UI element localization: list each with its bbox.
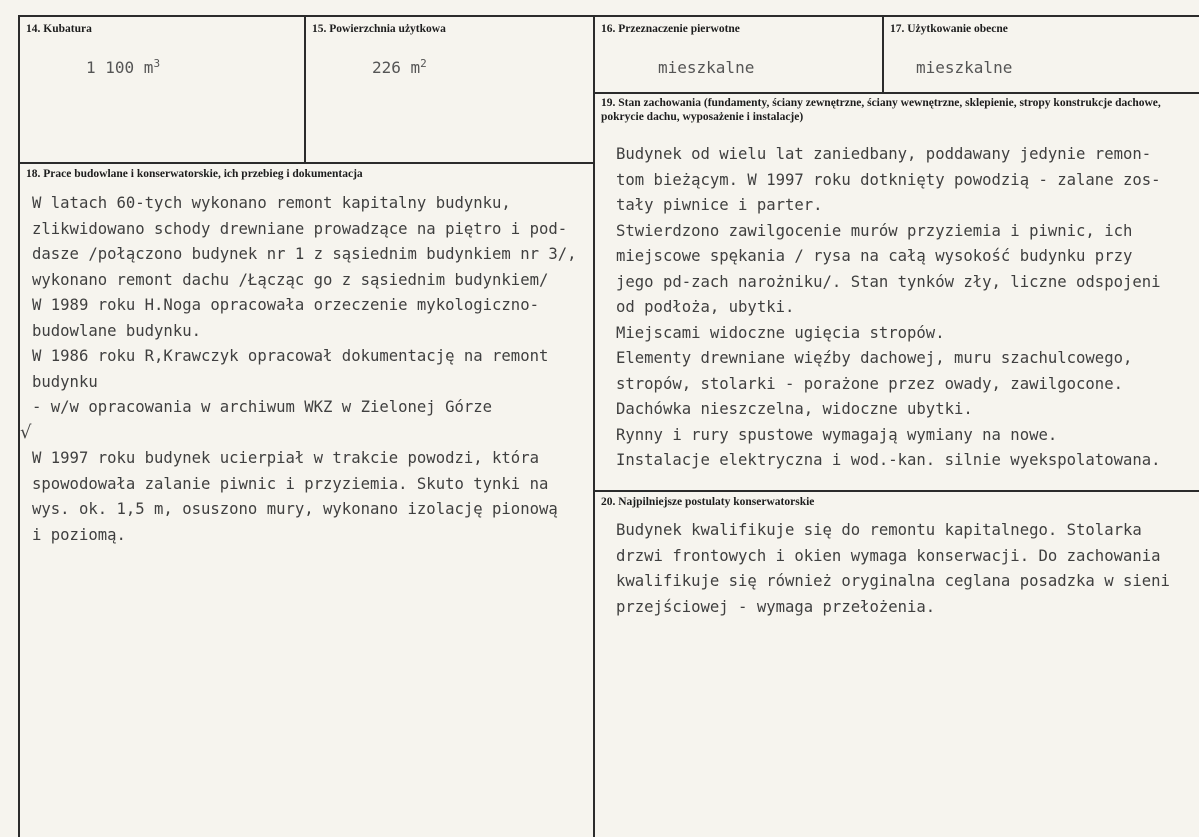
text-line: od podłoża, ubytki. [616,298,795,316]
text-line: jego pd-zach narożniku/. Stan tynków zły, liczne odspojeni [616,272,1161,291]
postulaty-label: 20. Najpilniejsze postulaty konserwatorskie [601,496,815,508]
check-mark-icon: √ [20,422,32,443]
kubatura-number: 1 100 m [86,58,154,77]
text-line: Stwierdzono zawilgocenie murów przyziemia i piwnic, ich [616,221,1133,240]
text-line: i poziomą. [32,525,126,544]
kubatura-value [86,58,160,77]
text-line: - w/w opracowania w archiwum WKZ w Zielonej Górze [32,398,493,416]
przeznaczenie-value: mieszkalne [658,58,755,77]
text-line: Dachówka nieszczelna, widoczne ubytki. [616,400,973,418]
text-line: dasze /połączono budynek nr 1 z sąsiednim budynkiem nr 3/, [32,245,577,263]
powierzchnia-value [372,58,427,77]
text-line: zlikwidowano schody drewniane prowadzące na piętro i pod- [32,219,568,238]
text-line: Instalacje elektryczna i wod.-kan. silnie wyekspolatowana. [616,451,1161,469]
text-line: stropów, stolarki - porażone przez owady, zawilgocone. [616,374,1123,393]
postulaty-text [616,518,1199,620]
text-line: wykonano remont dachu /Łącząc go z sąsiednim budynkiem/ [32,270,549,289]
text-line: drzwi frontowych i okien wymaga konserwacji. Do zachowania [616,546,1161,565]
text-line: W 1997 roku budynek ucierpiał w trakcie powodzi, która [32,449,539,467]
text-line: budowlane budynku. [32,321,201,340]
text-line: W 1989 roku H.Noga opracowała orzeczenie mykologiczno- [32,296,539,314]
hline-right-19 [593,92,1199,94]
uzytkowanie-label: 17. Użytkowanie obecne [890,23,1008,35]
uzytkowanie-value: mieszkalne [916,58,1013,77]
divider-center [593,15,595,837]
stan-zachowania-text [616,142,1199,474]
text-line: budynku [32,372,98,391]
text-line: tom bieżącym. W 1997 roku dotknięty powodzią - zalane zos- [616,170,1161,189]
text-line: Budynek kwalifikuje się do remontu kapitalnego. Stolarka [616,521,1142,539]
powierzchnia-unit-exponent: 2 [420,57,427,70]
text-line: Miejscami widoczne ugięcia stropów. [616,323,945,342]
hline-left-18 [18,162,594,164]
text-line: Elementy drewniane więźby dachowej, muru szachulcowego, [616,349,1133,367]
stan-zachowania-label: 19. Stan zachowania (fundamenty, ściany zewnętrzne, ściany wewnętrzne, sklepienie, stropy konstrukcje dachowe, pokrycie dachu, wyposażenie i instalacje) [601,97,1161,123]
text-line: spowodowała zalanie piwnic i przyziemia. Skuto tynki na [32,474,549,493]
text-line: W latach 60-tych wykonano remont kapitalny budynku, [32,194,511,212]
top-border [18,15,1199,17]
powierzchnia-number: 226 m [372,58,421,77]
text-line: wys. ok. 1,5 m, osuszono mury, wykonano izolację pionową [32,500,558,518]
text-line: Rynny i rury spustowe wymagają wymiany na nowe. [616,425,1058,444]
kubatura-label: 14. Kubatura [26,23,92,35]
divider-16-17 [882,15,884,93]
text-line [32,421,592,447]
text-line: tały piwnice i parter. [616,196,823,214]
text-line: Budynek od wielu lat zaniedbany, poddawany jedynie remon- [616,145,1152,163]
text-line: miejscowe spękania / rysa na całą wysokość budynku przy [616,247,1133,265]
divider-14-15 [304,15,306,163]
text-line: W 1986 roku R,Krawczyk opracował dokumentację na remont [32,347,549,365]
text-line: przejściowej - wymaga przełożenia. [616,597,936,616]
przeznaczenie-label: 16. Przeznaczenie pierwotne [601,23,740,35]
text-line: kwalifikuje się również oryginalna ceglana posadzka w sieni [616,572,1170,590]
prace-budowlane-text [32,191,592,548]
prace-budowlane-label: 18. Prace budowlane i konserwatorskie, ich przebieg i dokumentacja [26,168,363,180]
powierzchnia-label: 15. Powierzchnia użytkowa [312,23,446,35]
kubatura-unit-exponent: 3 [153,57,161,70]
hline-right-20 [593,490,1199,492]
